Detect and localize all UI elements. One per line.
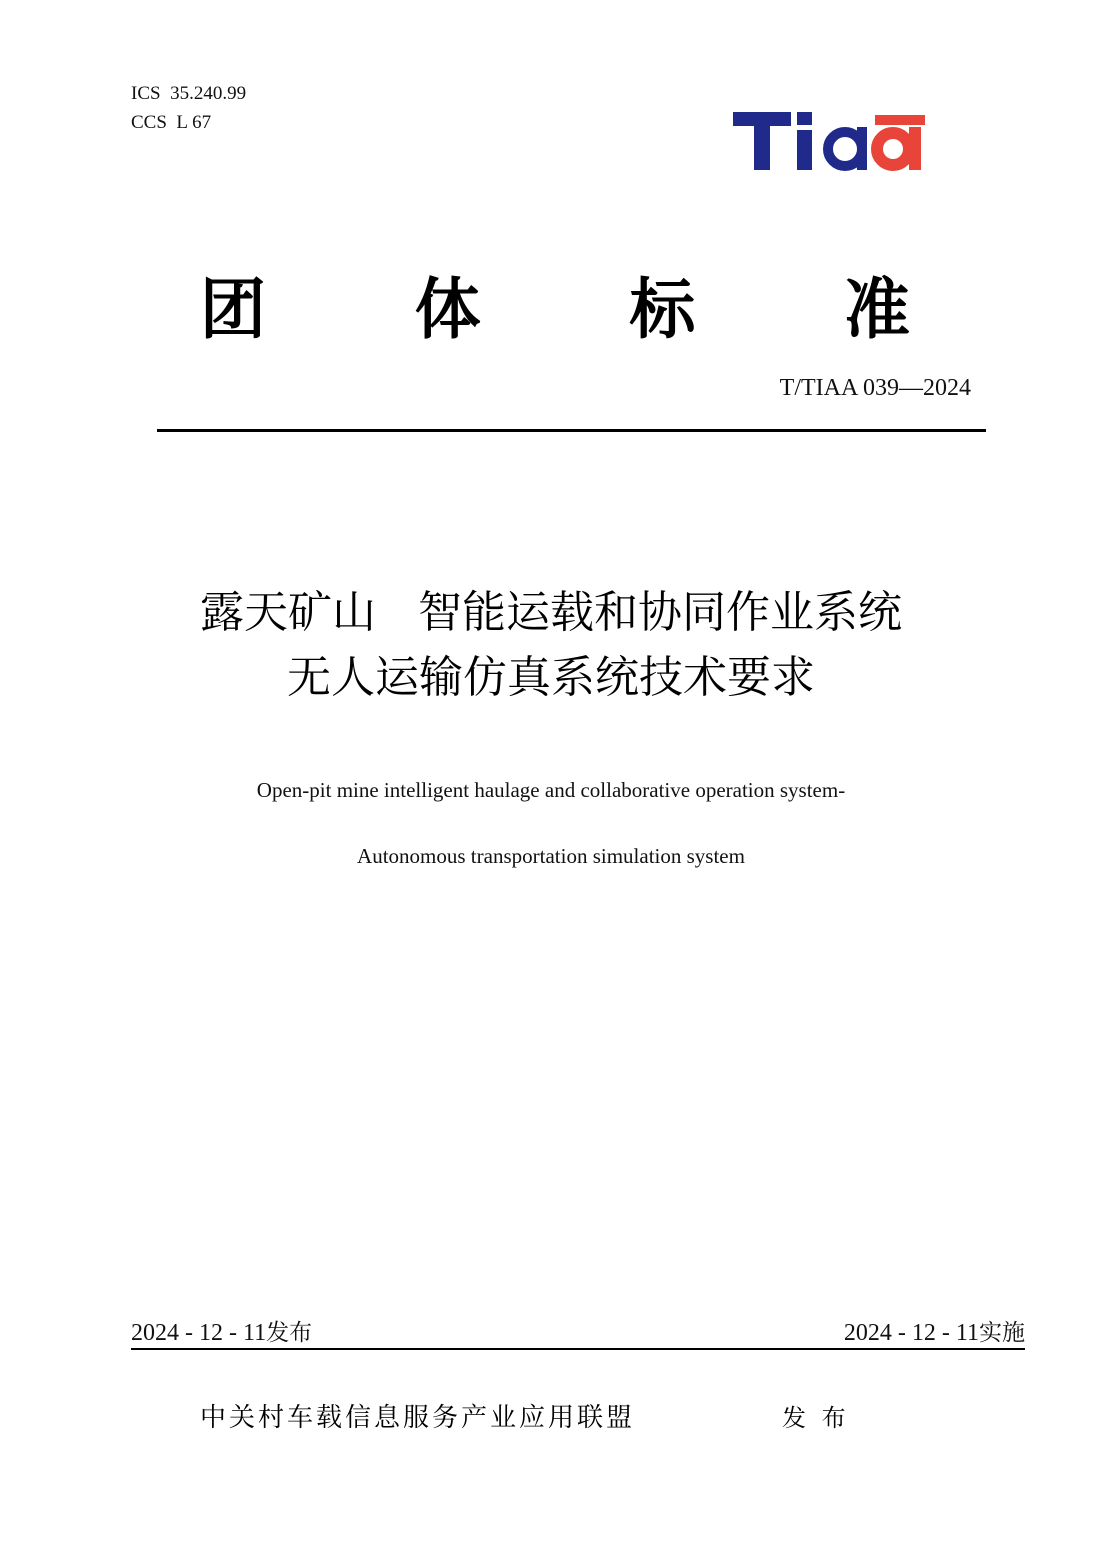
publish-date: 2024 - 12 - 11 — [131, 1320, 267, 1346]
heading-char: 团 — [200, 271, 266, 348]
title-en-line1: Open-pit mine intelligent haulage and collaborative operation system- — [256, 778, 846, 802]
title-en-line2: Autonomous transportation simulation system — [357, 844, 745, 868]
title-cn-line1: 露天矿山 智能运载和协同作业系统 — [200, 587, 902, 638]
publisher-publish-word: 发 布 — [782, 1404, 850, 1432]
effective-date-line — [844, 1318, 1025, 1348]
heading-char: 标 — [629, 271, 696, 348]
bottom-divider — [131, 1348, 1025, 1350]
heading-char: 准 — [843, 271, 910, 348]
standard-number: T/TIAA 039—2024 — [779, 375, 971, 401]
ics-code: ICS 35.240.99 — [131, 83, 247, 104]
heading-char: 体 — [414, 271, 481, 348]
publish-date-label: 发布 — [266, 1320, 313, 1346]
effective-date: 2024 - 12 - 11 — [843, 1320, 979, 1346]
title-cn-line2: 无人运输仿真系统技术要求 — [287, 652, 815, 703]
tiaa-logo — [733, 108, 928, 172]
publish-date-line — [131, 1318, 312, 1348]
publisher-name: 中关村车载信息服务产业应用联盟 — [200, 1403, 636, 1433]
ccs-code: CCS L 67 — [131, 112, 212, 133]
standard-heading — [200, 270, 910, 350]
top-divider — [157, 429, 986, 432]
effective-date-label: 实施 — [979, 1320, 1025, 1346]
